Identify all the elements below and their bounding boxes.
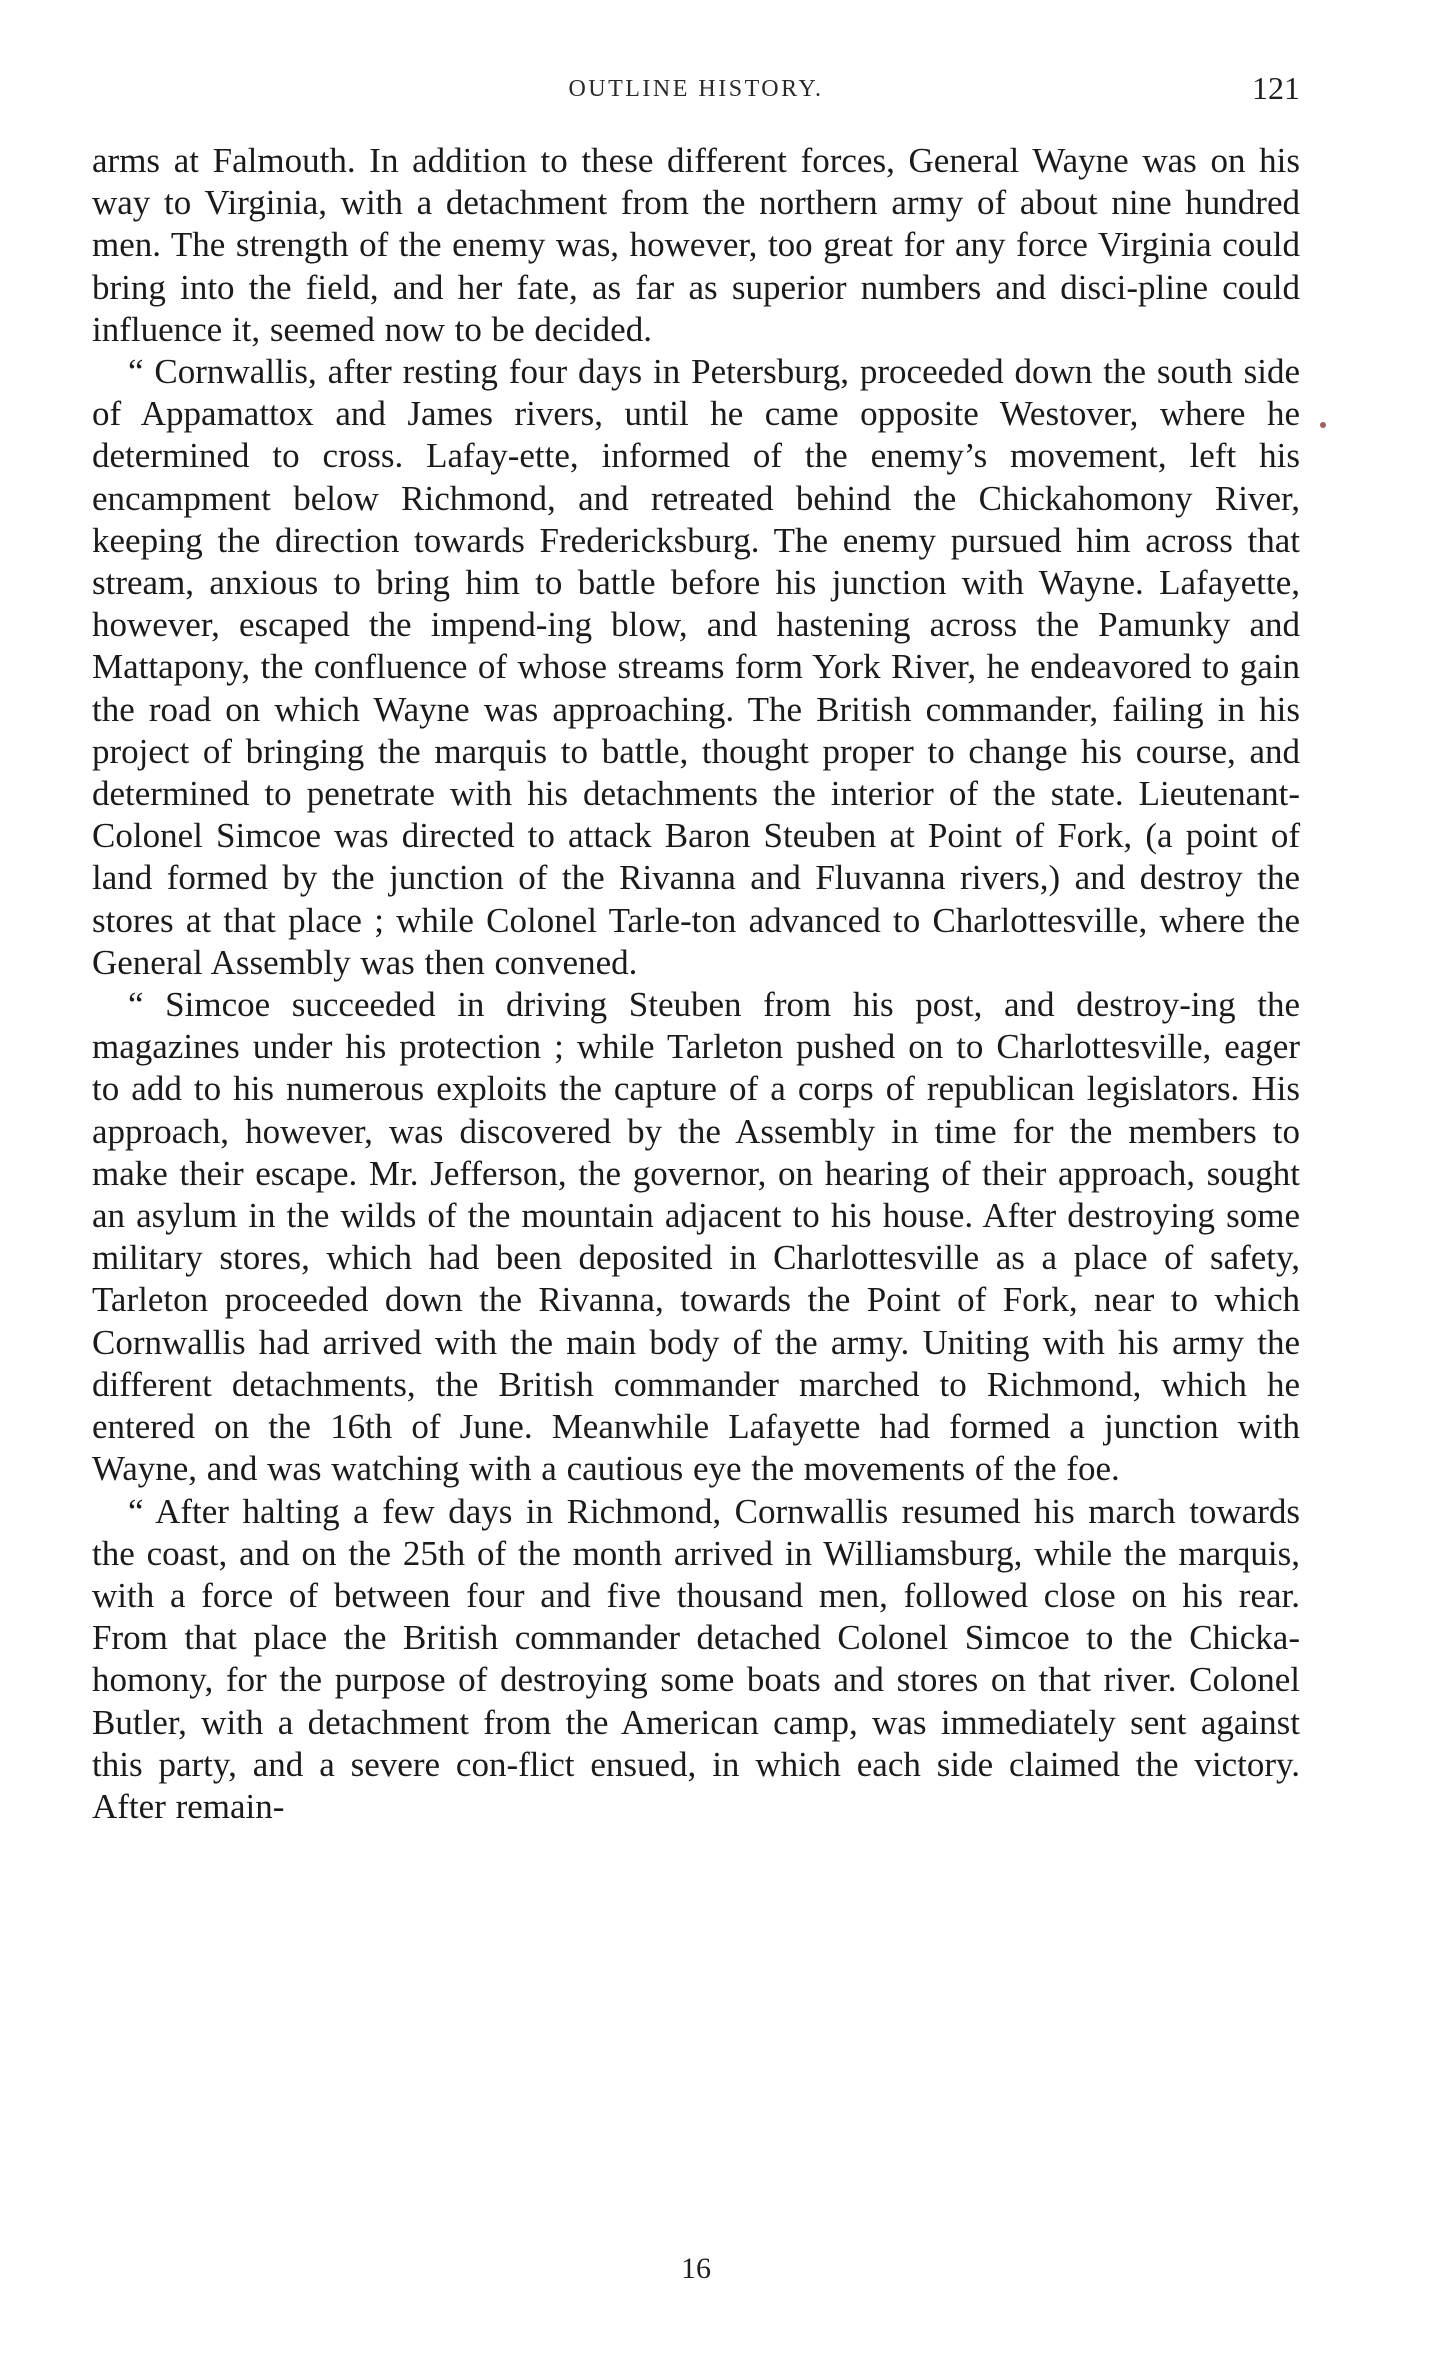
running-head — [92, 60, 1300, 140]
page-number: 121 — [1252, 70, 1300, 106]
paragraph-continued: arms at Falmouth. In addition to these different forces, General Wayne was on his way to Virginia, with a detachment from the northern army of about nine hundred men. The strength of the enemy was, however, too great for any force Virginia could bring into the field, and her fate, as far as superior numbers and disci-pline could influence it, seemed now to be decided. — [92, 141, 1300, 349]
paragraph-cornwallis-petersburg: “ Cornwallis, after resting four days in Petersburg, proceeded down the south side of Appamattox and James rivers, until he came opposite Westover, where he determined to cross. Lafay-ette, informed of the enemy’s movement, left his encampment below Richmond, and retreated behind the Chickahomony River, keeping the direction towards Fredericksburg. The enemy pursued him across that stream, anxious to bring him to battle before his junction with Wayne. Lafayette, however, escaped the impend-ing blow, and hastening across the Pamunky and Mattapony, the confluence of whose streams form York River, he endeavored to gain the road on which Wayne was approaching. The British commander, failing in his project of bringing the marquis to battle, thought proper to change his course, and determined to penetrate with his detachments the interior of the state. Lieutenant-Colonel Simcoe was directed to attack Baron Steuben at Point of Fork, (a point of land formed by the junction of the Rivanna and Fluvanna rivers,) and destroy the stores at that place ; while Colonel Tarle-ton advanced to Charlottesville, where the General Assembly was then convened. — [92, 352, 1300, 982]
body-text — [92, 140, 1300, 1828]
running-title: OUTLINE HISTORY. — [568, 76, 824, 102]
signature-mark: 16 — [681, 2252, 711, 2285]
margin-ink-dot — [1320, 422, 1326, 428]
paragraph-richmond-williamsburg: “ After halting a few days in Richmond, Cornwallis resumed his march towards the coast, and on the 25th of the month arrived in Williamsburg, while the marquis, with a force of between four and five thousand men, followed close on his rear. From that place the British commander detached Colonel Simcoe to the Chicka-homony, for the purpose of destroying some boats and stores on that river. Colonel Butler, with a detachment from the American camp, was immediately sent against this party, and a severe con-flict ensued, in which each side claimed the victory. After remain- — [92, 1491, 1300, 1826]
book-page — [92, 60, 1300, 2330]
paragraph-simcoe-steuben: “ Simcoe succeeded in driving Steuben from his post, and destroy-ing the magazines under his protection ; while Tarleton pushed on to Charlottesville, eager to add to his numerous exploits the capture of a corps of republican legislators. His approach, however, was discovered by the Assembly in time for the members to make their escape. Mr. Jefferson, the governor, on hearing of their approach, sought an asylum in the wilds of the mountain adjacent to his house. After destroying some military stores, which had been deposited in Charlottesville as a place of safety, Tarleton proceeded down the Rivanna, towards the Point of Fork, near to which Cornwallis had arrived with the main body of the army. Uniting with his army the different detachments, the British commander marched to Richmond, which he entered on the 16th of June. Meanwhile Lafayette had formed a junction with Wayne, and was watching with a cautious eye the movements of the foe. — [92, 985, 1300, 1489]
